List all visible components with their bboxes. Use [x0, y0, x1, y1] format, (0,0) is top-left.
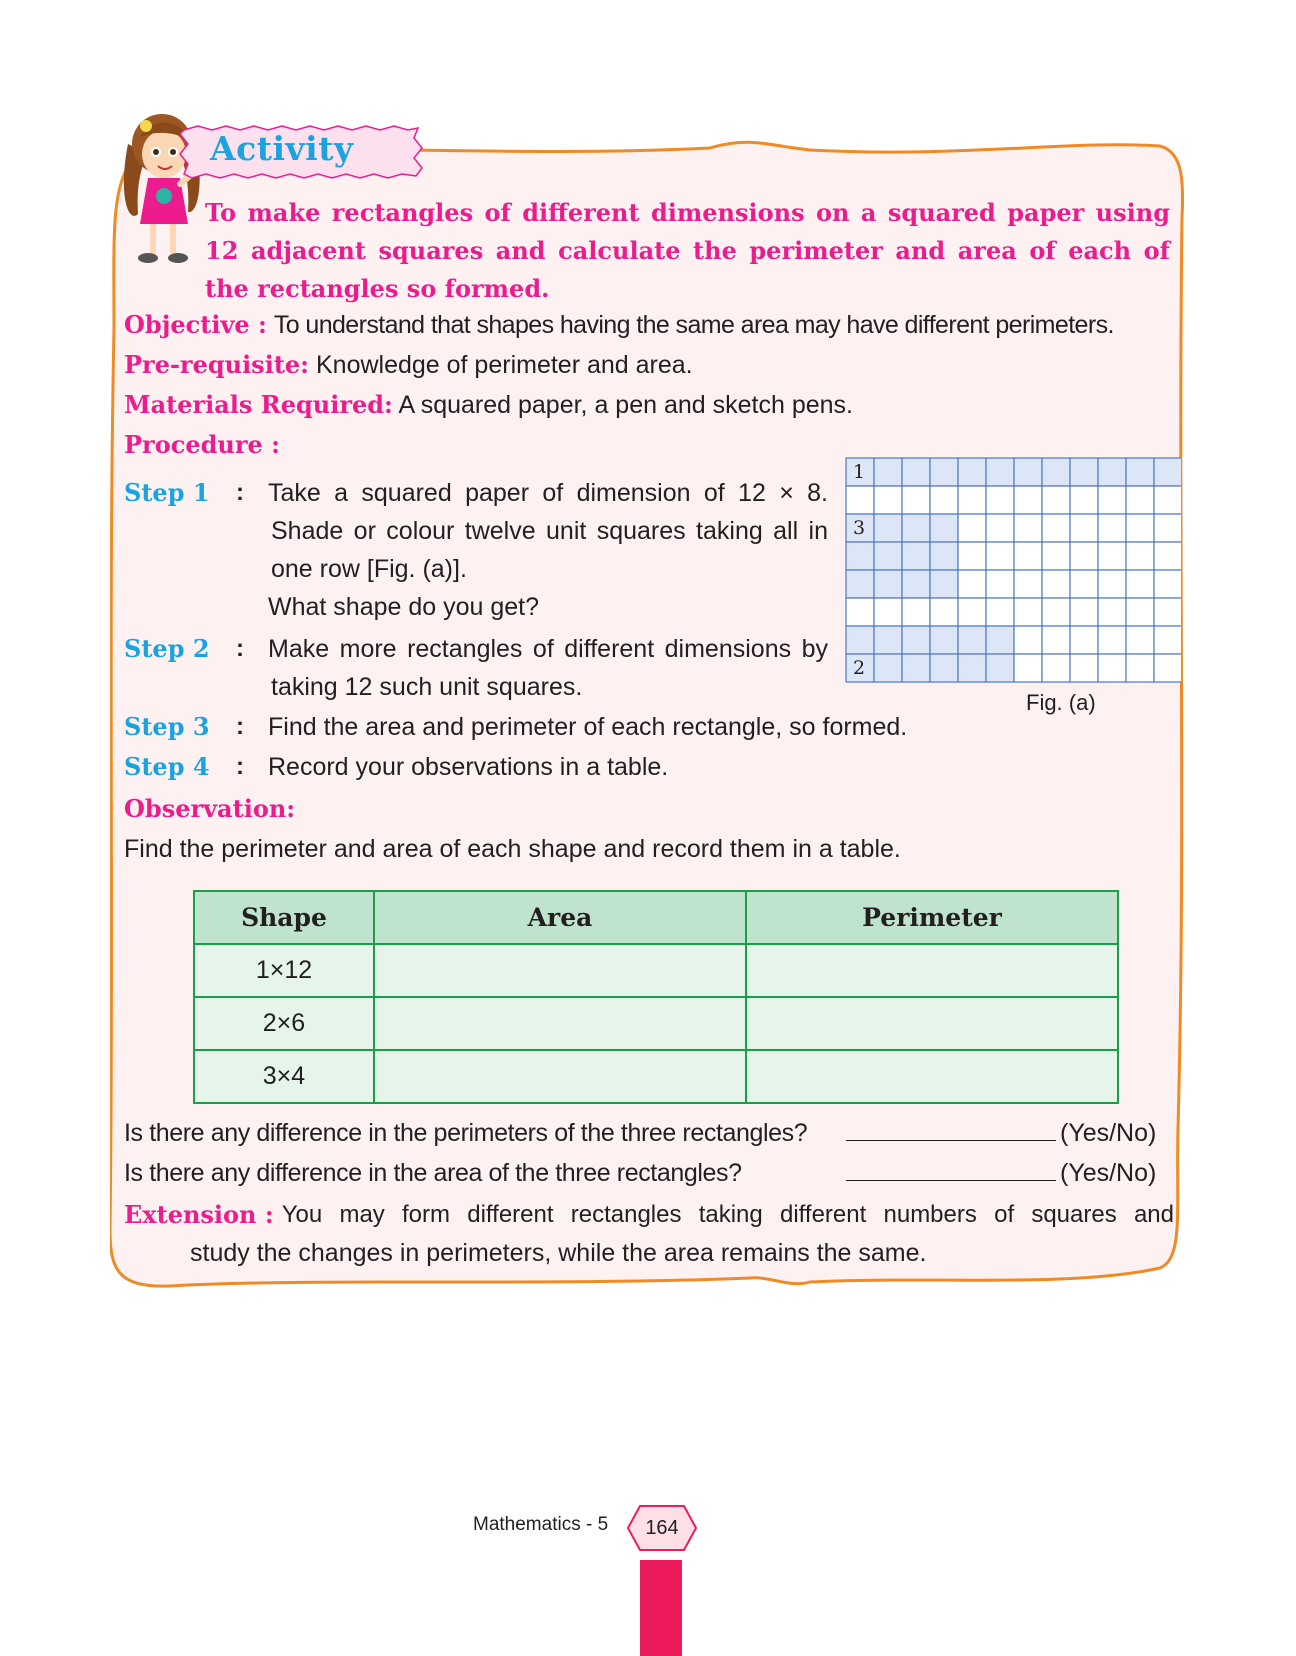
grid-cell — [1070, 626, 1098, 654]
grid-cell — [902, 654, 930, 682]
grid-cell — [986, 570, 1014, 598]
step-3-label: Step 3 — [124, 712, 210, 741]
question-2-answer-blank[interactable] — [846, 1180, 1056, 1181]
grid-cell — [1042, 486, 1070, 514]
grid-cell — [1154, 542, 1181, 570]
grid-cell — [1154, 514, 1181, 542]
grid-cell — [1014, 598, 1042, 626]
grid-cell — [1070, 598, 1098, 626]
step-1-line-3: one row [Fig. (a)]. — [271, 555, 467, 583]
grid-cell — [1098, 542, 1126, 570]
grid-cell — [1126, 542, 1154, 570]
perimeter-cell[interactable] — [746, 1050, 1118, 1103]
grid-cell — [1042, 654, 1070, 682]
step-3-line-1: Find the area and perimeter of each rectangle, so formed. — [268, 713, 908, 741]
observation-table — [193, 890, 1119, 1104]
page-bar-decoration — [640, 1560, 682, 1656]
grid-cell — [902, 458, 930, 486]
grid-cell — [986, 598, 1014, 626]
step-1-label: Step 1 — [124, 478, 210, 507]
grid-cell — [1126, 486, 1154, 514]
grid-cell — [930, 598, 958, 626]
grid-row-label: 3 — [853, 517, 866, 539]
figure-caption: Fig. (a) — [1026, 690, 1096, 715]
extension-line — [124, 1196, 1174, 1234]
materials-text: A squared paper, a pen and sketch pens. — [398, 391, 853, 419]
grid-cell — [958, 626, 986, 654]
grid-cell — [986, 486, 1014, 514]
step-1-text — [268, 474, 828, 626]
grid-row-label: 2 — [853, 657, 866, 679]
grid-cell — [930, 542, 958, 570]
grid-cell — [874, 654, 902, 682]
area-cell[interactable] — [374, 944, 746, 997]
grid-cell — [902, 542, 930, 570]
grid-cell — [1014, 570, 1042, 598]
step-2-line-1: Make more rectangles of different dimensions by — [268, 635, 828, 663]
question-2-text: Is there any difference in the area of the three rectangles? — [124, 1159, 742, 1187]
objective-label: Objective : — [124, 310, 267, 339]
step-2-line-2: taking 12 such unit squares. — [271, 673, 583, 701]
grid-cell — [874, 514, 902, 542]
grid-cell — [1098, 598, 1126, 626]
materials-label: Materials Required: — [124, 390, 393, 419]
step-4-label: Step 4 — [124, 752, 210, 781]
grid-cell — [874, 458, 902, 486]
grid-cell — [958, 598, 986, 626]
question-1-answer-blank[interactable] — [846, 1140, 1056, 1141]
grid-cell — [930, 654, 958, 682]
grid-cell — [1070, 486, 1098, 514]
grid-cell — [1126, 598, 1154, 626]
step-1-line-4: What shape do you get? — [268, 593, 540, 621]
grid-cell — [1070, 542, 1098, 570]
grid-cell — [902, 598, 930, 626]
extension-label: Extension : — [124, 1200, 274, 1229]
page-number: 164 — [645, 1517, 679, 1539]
shape-cell: 1×12 — [194, 944, 374, 997]
area-cell[interactable] — [374, 1050, 746, 1103]
grid-cell — [1014, 486, 1042, 514]
procedure-label-line — [124, 426, 280, 464]
grid-cell — [902, 486, 930, 514]
grid-cell — [958, 514, 986, 542]
observation-label: Observation: — [124, 794, 296, 823]
grid-cell — [958, 654, 986, 682]
grid-cell — [1098, 514, 1126, 542]
grid-cell — [846, 598, 874, 626]
grid-cell — [1014, 654, 1042, 682]
grid-cell — [1070, 654, 1098, 682]
grid-cell — [930, 486, 958, 514]
grid-cell — [874, 598, 902, 626]
step-2-text — [268, 630, 828, 706]
grid-cell — [1070, 458, 1098, 486]
procedure-label: Procedure : — [124, 430, 280, 459]
grid-cell — [1126, 514, 1154, 542]
grid-cell — [1098, 654, 1126, 682]
grid-cell — [846, 626, 874, 654]
grid-cell — [874, 542, 902, 570]
grid-cell — [986, 458, 1014, 486]
table-header-row — [194, 891, 1118, 944]
table-row — [194, 944, 1118, 997]
grid-cell — [1014, 542, 1042, 570]
grid-cell — [986, 626, 1014, 654]
grid-cell — [1014, 514, 1042, 542]
grid-cell — [1042, 570, 1070, 598]
grid-cell — [958, 570, 986, 598]
grid-cell — [1070, 570, 1098, 598]
grid-cell — [1154, 598, 1181, 626]
grid-cell — [1042, 542, 1070, 570]
grid-cell — [930, 514, 958, 542]
grid-cell — [1014, 458, 1042, 486]
grid-cell — [1126, 458, 1154, 486]
materials-line — [124, 386, 853, 424]
footer-book-title: Mathematics - 5 — [473, 1514, 609, 1535]
grid-cell — [902, 514, 930, 542]
grid-cell — [874, 570, 902, 598]
activity-heading: Activity — [210, 129, 354, 168]
grid-cell — [846, 542, 874, 570]
table-row — [194, 997, 1118, 1050]
grid-cell — [1154, 458, 1181, 486]
grid-cell — [874, 486, 902, 514]
activity-title: To make rectangles of different dimensions on a squared paper using 12 adjacent squares and calculate the perimeter and area of each of the rectangles so formed. — [205, 198, 1170, 303]
grid-cell — [1098, 570, 1126, 598]
grid-cell — [846, 570, 874, 598]
grid-cell — [986, 542, 1014, 570]
grid-cell — [986, 654, 1014, 682]
step-2-label: Step 2 — [124, 634, 210, 663]
grid-cell — [902, 626, 930, 654]
step-4-colon: : — [236, 753, 244, 780]
area-cell[interactable] — [374, 997, 746, 1050]
step-4-line-1: Record your observations in a table. — [268, 753, 669, 781]
prerequisite-text: Knowledge of perimeter and area. — [315, 351, 693, 379]
question-1-hint: (Yes/No) — [1060, 1119, 1157, 1147]
grid-cell — [930, 458, 958, 486]
grid-cell — [958, 542, 986, 570]
grid-row-label: 1 — [853, 461, 866, 483]
grid-cell — [930, 570, 958, 598]
step-3-colon: : — [236, 713, 244, 740]
grid-cell — [1126, 570, 1154, 598]
grid-cell — [958, 458, 986, 486]
prerequisite-line — [124, 346, 693, 384]
grid-cell — [1154, 486, 1181, 514]
header-shape: Shape — [194, 891, 374, 944]
squared-paper-figure — [845, 457, 1181, 683]
extension-text-1: You may form different rectangles taking different numbers of squares and — [281, 1201, 1174, 1228]
grid-cell — [1098, 458, 1126, 486]
prerequisite-label: Pre-requisite: — [124, 350, 310, 379]
observation-text: Find the perimeter and area of each shape and record them in a table. — [124, 835, 901, 863]
grid-cell — [1070, 514, 1098, 542]
grid-cell — [874, 626, 902, 654]
grid-cell — [1014, 626, 1042, 654]
step-1-colon: : — [236, 479, 244, 506]
grid-cell — [1126, 626, 1154, 654]
perimeter-cell[interactable] — [746, 997, 1118, 1050]
question-1-text: Is there any difference in the perimeters of the three rectangles? — [124, 1119, 808, 1147]
grid-cell — [930, 626, 958, 654]
shape-cell: 2×6 — [194, 997, 374, 1050]
grid-cell — [1154, 570, 1181, 598]
step-2-colon: : — [236, 635, 244, 662]
activity-badge — [178, 122, 434, 182]
grid-cell — [1098, 486, 1126, 514]
step-1-line-2: Shade or colour twelve unit squares taking all in — [271, 517, 828, 545]
grid-cell — [1154, 626, 1181, 654]
observation-label-line — [124, 790, 295, 828]
header-perimeter: Perimeter — [746, 891, 1118, 944]
perimeter-cell[interactable] — [746, 944, 1118, 997]
extension-text-2: study the changes in perimeters, while the area remains the same. — [190, 1239, 927, 1267]
header-area: Area — [374, 891, 746, 944]
grid-cell — [1042, 626, 1070, 654]
grid-cell — [1042, 458, 1070, 486]
grid-cell — [1042, 598, 1070, 626]
grid-cell — [902, 570, 930, 598]
table-row — [194, 1050, 1118, 1103]
grid-cell — [1098, 626, 1126, 654]
grid-cell — [1154, 654, 1181, 682]
grid-cell — [958, 486, 986, 514]
shape-cell: 3×4 — [194, 1050, 374, 1103]
objective-line — [124, 306, 1114, 344]
step-1-line-1: Take a squared paper of dimension of 12 × 8. — [268, 479, 828, 507]
grid-cell — [986, 514, 1014, 542]
question-2-hint: (Yes/No) — [1060, 1159, 1157, 1187]
objective-text: To understand that shapes having the same area may have different perimeters. — [273, 311, 1114, 339]
grid-cell — [1042, 514, 1070, 542]
grid-cell — [1126, 654, 1154, 682]
grid-cell — [846, 486, 874, 514]
